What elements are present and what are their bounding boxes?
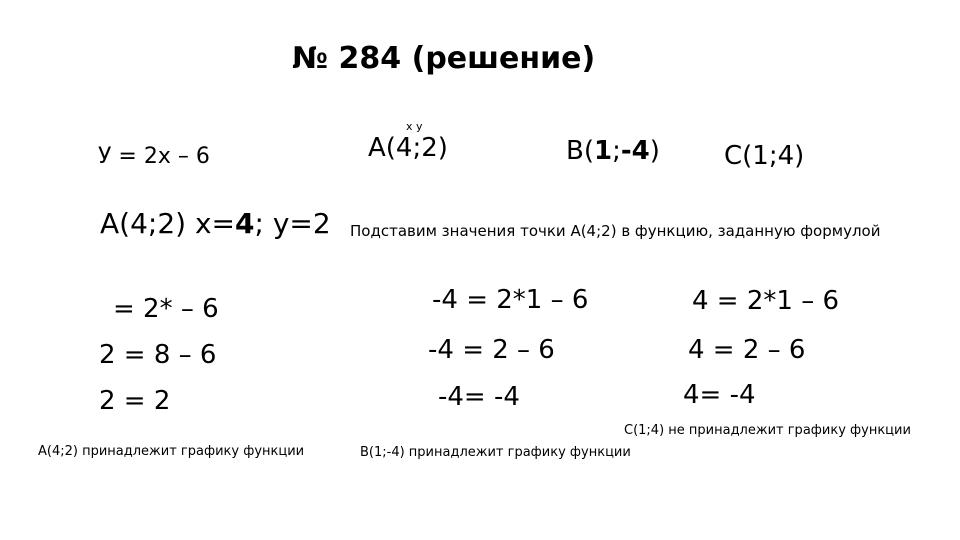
point-b-suffix: ) [649,136,660,166]
conclusion-c: С(1;4) не принадлежит графику функции [624,423,911,438]
point-b [566,138,660,164]
xy-axis-labels: x y [406,120,423,133]
conclusion-a: А(4;2) принадлежит графику функции [38,444,305,459]
substitution-prefix: А(4;2) х= [100,207,235,240]
point-a: А(4;2) [368,133,448,163]
substitution-x-value: 4 [235,207,255,240]
function-formula: У = 2х – 6 [98,144,210,169]
point-b-x: 1 [593,136,613,166]
step-b-2: -4 = 2 – 6 [428,335,555,365]
point-b-prefix: В( [566,136,594,166]
step-c-3: 4= -4 [683,380,756,410]
step-a-1: = 2* – 6 [113,294,219,324]
step-b-1: -4 = 2*1 – 6 [432,285,589,315]
page-title: № 284 (решение) [292,41,596,76]
step-c-1: 4 = 2*1 – 6 [692,286,840,316]
point-b-y: -4 [620,136,650,166]
substitution-note: Подставим значения точки А(4;2) в функцию, заданную формулой [350,222,881,240]
conclusion-b: В(1;-4) принадлежит графику функции [360,445,631,460]
step-a-2: 2 = 8 – 6 [99,340,217,370]
point-c: С(1;4) [724,141,805,171]
step-c-2: 4 = 2 – 6 [688,335,806,365]
point-b-sep: ; [612,136,621,166]
point-a-substitution [100,207,331,240]
substitution-mid: ; у=2 [254,207,331,240]
step-a-3: 2 = 2 [99,386,171,416]
step-b-3: -4= -4 [438,382,520,412]
